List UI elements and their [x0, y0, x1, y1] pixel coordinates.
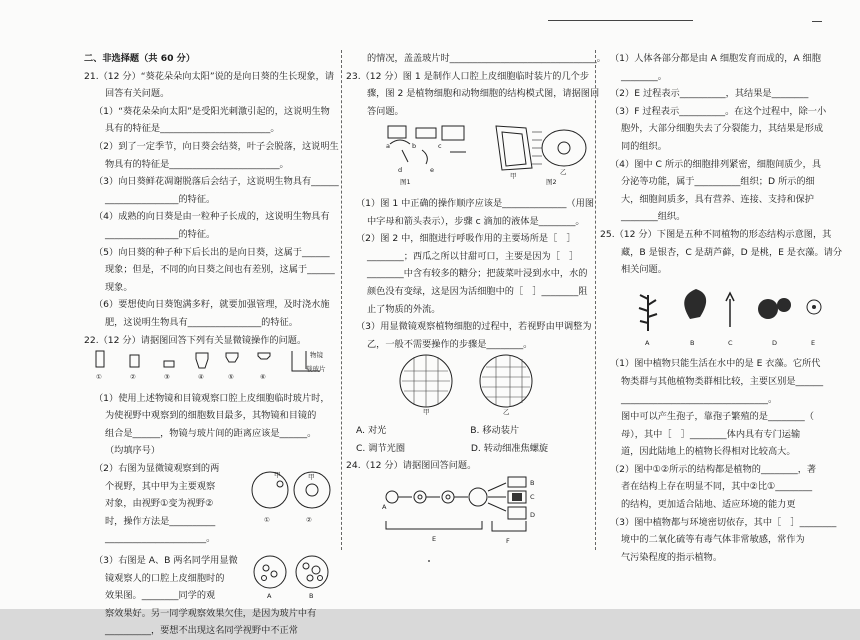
q22-line-14: __________，要想不出现这名同学视野中不正常 — [105, 625, 298, 637]
q25-item-12: 气污染程度的指示植物。 — [621, 551, 723, 563]
q24-label-b: B — [530, 478, 535, 487]
q21-line-5: （2）到了一定季节，向日葵会结葵，叶子会脱落，这说明生 — [94, 140, 339, 152]
column-3 — [600, 50, 843, 566]
q25-item-3: ________________________________。 — [621, 393, 778, 405]
option-a: A. 对光 — [356, 424, 387, 436]
q25-item-11: 境中的二氧化硫等有毒气体非常敏感，常作为 — [621, 534, 805, 546]
q22-line-4: （均填序号） — [105, 445, 161, 457]
c3-line-9: 大，细胞间质多，具有营养、连接、支持和保护 — [621, 193, 814, 205]
view-jia-2: 甲 — [308, 473, 315, 482]
fig-note-objective: 物镜 — [310, 351, 323, 360]
q22-line-2: 为使视野中观察到的细胞数目最多，其物镜和目镜的 — [105, 410, 317, 422]
q23-micro-views — [346, 353, 590, 415]
column-divider-1 — [341, 50, 342, 550]
q24-title: 24.（12 分）请据图回答问题。 — [346, 460, 477, 472]
eyepiece-3 — [164, 361, 174, 367]
step-e: e — [430, 166, 434, 175]
cell-label-a: A — [267, 592, 272, 601]
fig1-label: 图1 — [400, 178, 411, 187]
q23-item-4: ________；西瓜之所以甘甜可口，主要是因为［ ］ — [367, 250, 579, 262]
q21-line-3: （1）“葵花朵朵向太阳”是受阳光刺激引起的，这说明生物 — [94, 105, 330, 117]
q25-line-3: 相关问题。 — [621, 264, 667, 276]
c3-line-5: 胞外，大部分细胞失去了分裂能力，其结果是形成 — [621, 123, 824, 135]
q23-line-1: 23.（12 分）图 1 是制作人口腔上皮细胞临时装片的几个步 — [346, 70, 590, 82]
q21-line-4: 具有的特征是________________________。 — [105, 123, 280, 135]
q21-line-11: （5）向日葵的种子种下后长出的是向日葵，这属于______ — [94, 246, 330, 258]
q24-label-a: A — [382, 502, 387, 511]
q24-label-d: D — [530, 510, 536, 519]
page-dot — [428, 560, 430, 562]
q24-label-f: F — [506, 536, 510, 545]
fig-label-1: ① — [96, 373, 102, 382]
q22-line-1: （1）使用上述物镜和目镜观察口腔上皮细胞临时玻片时， — [94, 392, 330, 404]
q24-label-e: E — [432, 534, 437, 543]
plant-label-b: B — [690, 338, 695, 347]
option-b: B. 移动装片 — [470, 424, 520, 436]
q25-plant-figure — [600, 279, 832, 349]
q25-item-8: 者在结构上存在明显不同，其中②比①________ — [621, 481, 813, 493]
q23-item-2: 中字母和箭头表示），步骤 c 滴加的液体是________。 — [367, 215, 585, 227]
option-row-2 — [346, 440, 590, 458]
q22-title: 22.（12 分）请据图回答下列有关显微镜操作的问题。 — [84, 334, 307, 346]
q25-item-7: （2）图中①②所示的结构都是植物的________，著 — [610, 463, 817, 475]
q21-line-15: 肥，这说明生物具有________________的特征。 — [105, 316, 298, 328]
option-d: D. 转动细准焦螺旋 — [470, 442, 549, 454]
q21-line-2: 回答有关问题。 — [105, 88, 170, 100]
q23-line-2: 骤，图 2 是植物细胞和动物细胞的结构模式图，请据图回 — [367, 88, 600, 100]
q21-line-12: 现象；但是，不同的向日葵之间也有差别，这属于______ — [105, 264, 335, 276]
c3-line-2: ________。 — [621, 70, 667, 82]
plant-label-d: D — [772, 338, 778, 347]
q22-part2-block — [84, 460, 336, 566]
q25-item-5: 母），其中［ ］________体内具有专门运输 — [621, 428, 801, 440]
q25-item-9: 的结构，更加适合陆地、适应环境的能力更 — [621, 499, 796, 511]
animal-cell — [542, 130, 586, 166]
eyepiece-2 — [130, 355, 139, 367]
q25-line-2: 藏，B 是银杏，C 是葫芦藓，D 是桃，E 是衣藻。请分 — [621, 246, 843, 258]
fig-label-6: ⑥ — [260, 373, 266, 382]
step-a: a — [386, 142, 390, 151]
view-label-1: ① — [264, 516, 270, 525]
section-title: 二、非选择题（共 60 分） — [84, 53, 196, 64]
c3-line-7: （4）图中 C 所示的细胞排列紧密，细胞间质少，具 — [610, 158, 822, 170]
view-jia-1: 甲 — [274, 471, 281, 480]
q22-line-3: 组合是______，物镜与玻片间的距离应该是______。 — [105, 427, 317, 439]
q22-line-7: 对象，由视野①变为视野② — [105, 498, 214, 510]
q21-line-7: （3）向日葵鲜花凋谢脱落后会结子，这说明生物具有______ — [94, 176, 339, 188]
view-label-2: ② — [306, 516, 312, 525]
q23-item-6: 颜色没有变绿，这是因为活细胞中的［ ］________阻 — [367, 285, 588, 297]
column-2 — [346, 50, 606, 557]
objective-3 — [258, 353, 270, 359]
q25-item-6: 道，因此陆地上的植物长得相对比较高大。 — [621, 446, 796, 458]
fig-label-2: ② — [130, 373, 136, 382]
top-rule — [548, 20, 693, 21]
q22-line-9: ______________________。 — [105, 533, 216, 545]
q23-item-1: （1）图 1 中正确的操作顺序应该是______________（用图 — [356, 197, 595, 209]
c3-line-10: ________组织。 — [621, 211, 686, 223]
q22-line-8: 时，操作方法是__________ — [105, 515, 216, 527]
q23-item-5: ________中含有较多的糖分；把菠菜叶浸到水中，水的 — [367, 268, 588, 280]
q21-line-10: ________________的特征。 — [105, 228, 216, 240]
objective-1 — [196, 353, 208, 368]
q21-line-8: ________________的特征。 — [105, 193, 216, 205]
plant-label-a: A — [645, 338, 650, 347]
q25-item-2: 物类群与其他植物类群相比较，主要区别是______ — [621, 375, 824, 387]
q21-line-9: （4）成熟的向日葵是由一粒种子长成的，这说明生物具有 — [94, 211, 330, 223]
cell-jia: 甲 — [510, 172, 517, 181]
q22-line-12: 效果图。________同学的观 — [105, 590, 216, 602]
q25-item-4: 图中可以产生孢子，靠孢子繁殖的是________（ — [621, 411, 814, 423]
fig-label-5: ⑤ — [228, 373, 234, 382]
objective-2 — [226, 353, 238, 362]
q23-item-8: （3）用显微镜观察植物细胞的过程中，若视野由甲调整为 — [356, 321, 592, 333]
c3-line-3: （2）E 过程表示__________，其结果是________ — [610, 88, 809, 100]
q23-item-3: （2）图 2 中，细胞进行呼吸作用的主要场所是［ ］ — [356, 233, 576, 245]
q21-line-13: 现象。 — [105, 281, 133, 293]
eyepiece-1 — [96, 351, 104, 367]
q23-item-7: 止了物质的外流。 — [367, 303, 441, 315]
plant-label-c: C — [728, 338, 733, 347]
q22-cell-circles — [250, 554, 336, 600]
fig2-label: 图2 — [546, 178, 557, 187]
c3-line-8: 分泌等功能，属于__________组织；D 所示的细 — [621, 176, 815, 188]
column-divider-2 — [595, 50, 596, 550]
q21-line-14: （6）要想使向日葵饱满多籽，就要加强管理，及时浇水施 — [94, 299, 330, 311]
c3-line-1: （1）人体各部分都是由 A 细胞发育而成的，A 细胞 — [610, 53, 821, 64]
cell-label-b: B — [309, 592, 314, 601]
q22-line-11: 镜观察人的口腔上皮细胞时的 — [105, 572, 225, 584]
q22-line-10: （3）右图是 A、B 两名同学用显微 — [94, 555, 238, 567]
q22-line-6: 个视野，其中甲为主要观察 — [105, 480, 216, 492]
step-b: b — [412, 142, 417, 151]
q21-line-1: 21.（12 分）“葵花朵朵向太阳”说的是向日葵的生长现象，请 — [84, 70, 335, 82]
plant-cell — [496, 126, 532, 170]
q24-label-c: C — [530, 492, 535, 501]
step-d: d — [398, 166, 403, 175]
cell-yi: 乙 — [560, 168, 567, 177]
column-1 — [84, 50, 339, 640]
q25-item-1: （1）图中植物只能生活在水中的是 E 衣藻。它所代 — [610, 358, 821, 370]
q25-item-10: （3）图中植物都与环境密切依存，其中［ ］________ — [610, 516, 837, 528]
fig-label-3: ③ — [164, 373, 170, 382]
option-row-1 — [346, 422, 590, 440]
q22-line-5: （2）右图为显微镜观察到的两 — [94, 463, 220, 475]
q25-line-1: 25.（12 分）下图是五种不同植物的形态结构示意图，其 — [600, 228, 832, 240]
option-c: C. 调节光圈 — [356, 442, 406, 454]
c3-line-6: 同的组织。 — [621, 140, 667, 152]
view-jia: 甲 — [423, 408, 430, 417]
q23-figure — [346, 120, 590, 188]
q24-figure — [346, 475, 590, 551]
fig-note-slide: 载玻片 — [306, 365, 326, 374]
q22-part3-block — [84, 552, 336, 640]
fig-label-4: ④ — [198, 373, 204, 382]
q22-continued: 的情况，盖盖玻片时________________________________。 — [367, 53, 606, 64]
view-yi: 乙 — [503, 408, 510, 417]
q23-item-9: 乙，一般不需要操作的步骤是________。 — [367, 338, 533, 350]
q23-line-3: 答问题。 — [367, 105, 404, 117]
c3-line-4: （3）F 过程表示__________。在这个过程中，除一小 — [610, 105, 827, 117]
step-c: c — [438, 142, 442, 151]
q22-view-circles — [250, 464, 336, 524]
plant-label-e: E — [811, 338, 816, 347]
q22-lens-figure — [84, 349, 334, 383]
q21-line-6: 物具有的特征是________________________。 — [105, 158, 289, 170]
top-dash — [812, 21, 822, 22]
q22-line-13: 察效果好。另一同学观察效果欠佳，是因为玻片中有 — [105, 607, 317, 619]
